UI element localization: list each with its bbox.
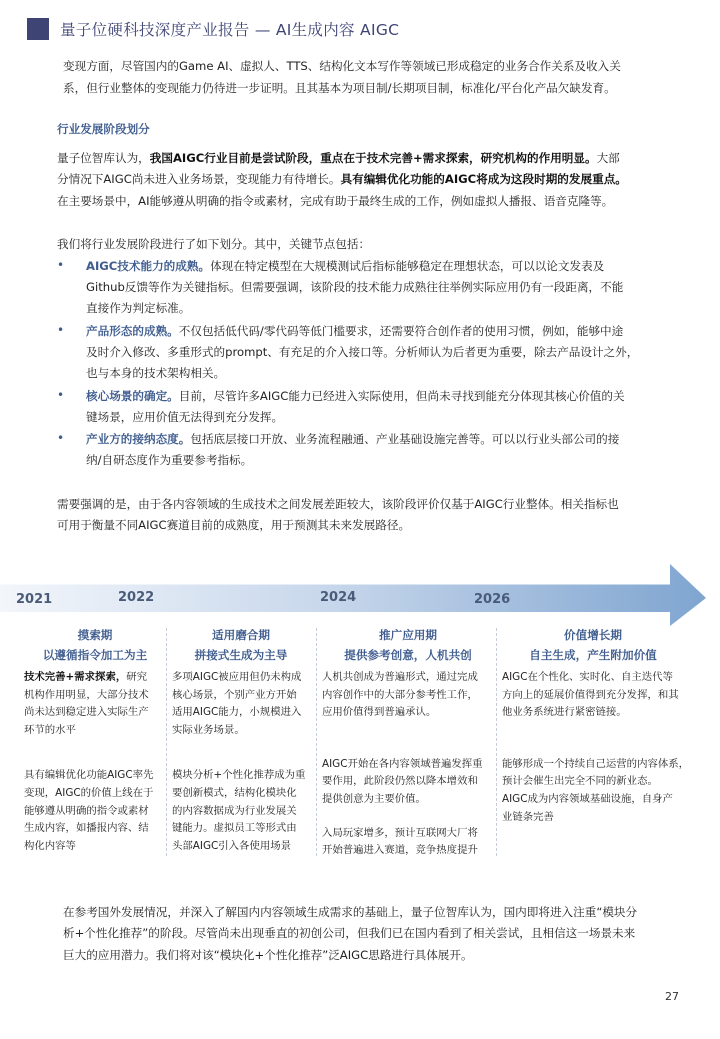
bullet-tech-maturity: AIGC技术能力的成熟。体现在特定模型在大规模测试后指标能够稳定在理想状态，可以以论文发表及 Github反馈等作为关键指标。但需要强调，该阶段的技术能力成熟往往举例实际应用仍有一段距离，不能 直接作为判定标准。 bbox=[86, 259, 624, 315]
para3-line-2: 可用于衡量不同AIGC赛道目前的成熟度，用于预测其未来发展路径。 bbox=[57, 518, 411, 532]
phase-detail-adapt: 多项AIGC被应用但仍未构成 核心场景，个别产业方开始 适用AIGC能力，小规模进入 实际业务场景。 模块分析+个性化推荐成为重 要创新模式，结构化模块化 的内容数据成为行业发展关 键能力。虚拟员工等形式由 头部AIGC引入各使用场景 bbox=[172, 671, 306, 852]
para1-line-2: 分情况下AIGC尚未进入业务场景，变现能力有待增长。具有编辑优化功能的AIGC将成为这段时期的发展重点。 bbox=[57, 172, 627, 186]
closing-line-1: 在参考国外发展情况，并深入了解国内内容领域生成需求的基础上，量子位智库认为，国内即将进入注重“模块分 bbox=[63, 905, 638, 919]
bullet-dot: • bbox=[57, 258, 65, 272]
phase-header-promote: 推广应用期 提供参考创意，人机共创 bbox=[344, 628, 472, 662]
phase-detail-promote: 人机共创成为普遍形式，通过完成 内容创作中的大部分参考性工作， 应用价值得到普遍承认。 AIGC开始在各内容领域普遍发挥重 要作用，此阶段仍然以降本增效和 提供创意为主要价值。 入局玩家增多，预计互联网大厂将 开始普遍进入赛道，竞争热度提升 bbox=[322, 671, 483, 857]
closing-line-2: 析+个性化推荐”的阶段。尽管尚未出现垂直的初创公司，但我们已在国内看到了相关尝试，且相信这一场景未来 bbox=[63, 926, 636, 940]
bullet-dot: • bbox=[57, 431, 65, 445]
section-title: 行业发展阶段划分 bbox=[57, 122, 150, 136]
intro-line-1: 变现方面，尽管国内的Game AI、虚拟人、TTS、结构化文本写作等领域已形成稳定的业务合作关系及收入关 bbox=[63, 59, 621, 73]
phase-header-explore: 摸索期 以遵循指令加工为主 bbox=[42, 628, 148, 662]
para2-text: 我们将行业发展阶段进行了如下划分。其中，关键节点包括： bbox=[57, 237, 371, 251]
closing-line-3: 巨大的应用潜力。我们将对该“模块化+个性化推荐”泛AIGC思路进行具体展开。 bbox=[63, 948, 473, 962]
para1-line-1: 量子位智库认为，我国AIGC行业目前是尝试阶段，重点在于技术完善+需求探索，研究机构的作用明显。大部 bbox=[57, 151, 620, 165]
intro-line-2: 系，但行业整体的变现能力仍待进一步证明。且其基本为项目制/长期项目制，标准化/平台化产品欠缺发育。 bbox=[63, 81, 616, 95]
bullet-industry-attitude: 产业方的接纳态度。包括底层接口开放、业务流程融通、产业基础设施完善等。可以以行业头部公司的接 纳/自研态度作为重要参考指标。 bbox=[86, 432, 620, 467]
header-square-marker bbox=[27, 18, 49, 40]
year-label-2024: 2024 bbox=[320, 590, 357, 605]
year-label-2022: 2022 bbox=[118, 590, 155, 605]
bullet-core-scenario: 核心场景的确定。目前，尽管许多AIGC能力已经进入实际使用，但尚未寻找到能充分体现其核心价值的关 键场景，应用价值无法得到充分发挥。 bbox=[86, 389, 625, 424]
phase-detail-value-growth: AIGC在个性化、实时化、自主迭代等 方向上的延展价值得到充分发挥，和其 他业务系统进行紧密链接。 能够形成一个持续自己运营的内容体系， 预计会催生出完全不同的新业态。 AIGC成为内容领域基础设施，自身产 业链条完善 bbox=[502, 671, 690, 823]
bullet-dot: • bbox=[57, 323, 65, 337]
year-label-2021: 2021 bbox=[16, 592, 53, 607]
phase-header-adapt: 适用磨合期 拼接式生成为主导 bbox=[194, 628, 288, 662]
para3-line-1: 需要强调的是，由于各内容领域的生成技术之间发展差距较大，该阶段评价仅基于AIGC行业整体。相关指标也 bbox=[57, 497, 619, 511]
column-divider bbox=[166, 628, 167, 856]
timeline-arrow bbox=[0, 562, 720, 628]
column-divider bbox=[316, 628, 317, 856]
phase-header-value-growth: 价值增长期 自主生成，产生附加价值 bbox=[529, 628, 657, 662]
year-label-2026: 2026 bbox=[474, 592, 511, 607]
bullet-product-maturity: 产品形态的成熟。不仅包括低代码/零代码等低门槛要求，还需要符合创作者的使用习惯，例如，能够中途 及时介入修改、多重形式的prompt、有充足的介入接口等。分析师认为后者更为重要，除去产品设计之外， 也与本身的技术架构相关。 bbox=[86, 324, 639, 380]
report-header-title: 量子位硬科技深度产业报告 — AI生成内容 AIGC bbox=[60, 21, 400, 39]
page-number: 27 bbox=[665, 990, 679, 1003]
para1-line-3: 在主要场景中，AI能够遵从明确的指令或素材，完成有助于最终生成的工作，例如虚拟人播报、语音克隆等。 bbox=[57, 194, 614, 208]
column-divider bbox=[496, 628, 497, 856]
phase-detail-explore: 技术完善+需求探索，研究 机构作用明显，大部分技术 尚未达到稳定进入实际生产 环节的水平 具有编辑优化功能AIGC率先 变现，AIGC的价值上线在于 能够遵从明确的指令或素材 生成内容，如播报内容、结 构化内容等 bbox=[24, 671, 154, 852]
bullet-dot: • bbox=[57, 388, 65, 402]
